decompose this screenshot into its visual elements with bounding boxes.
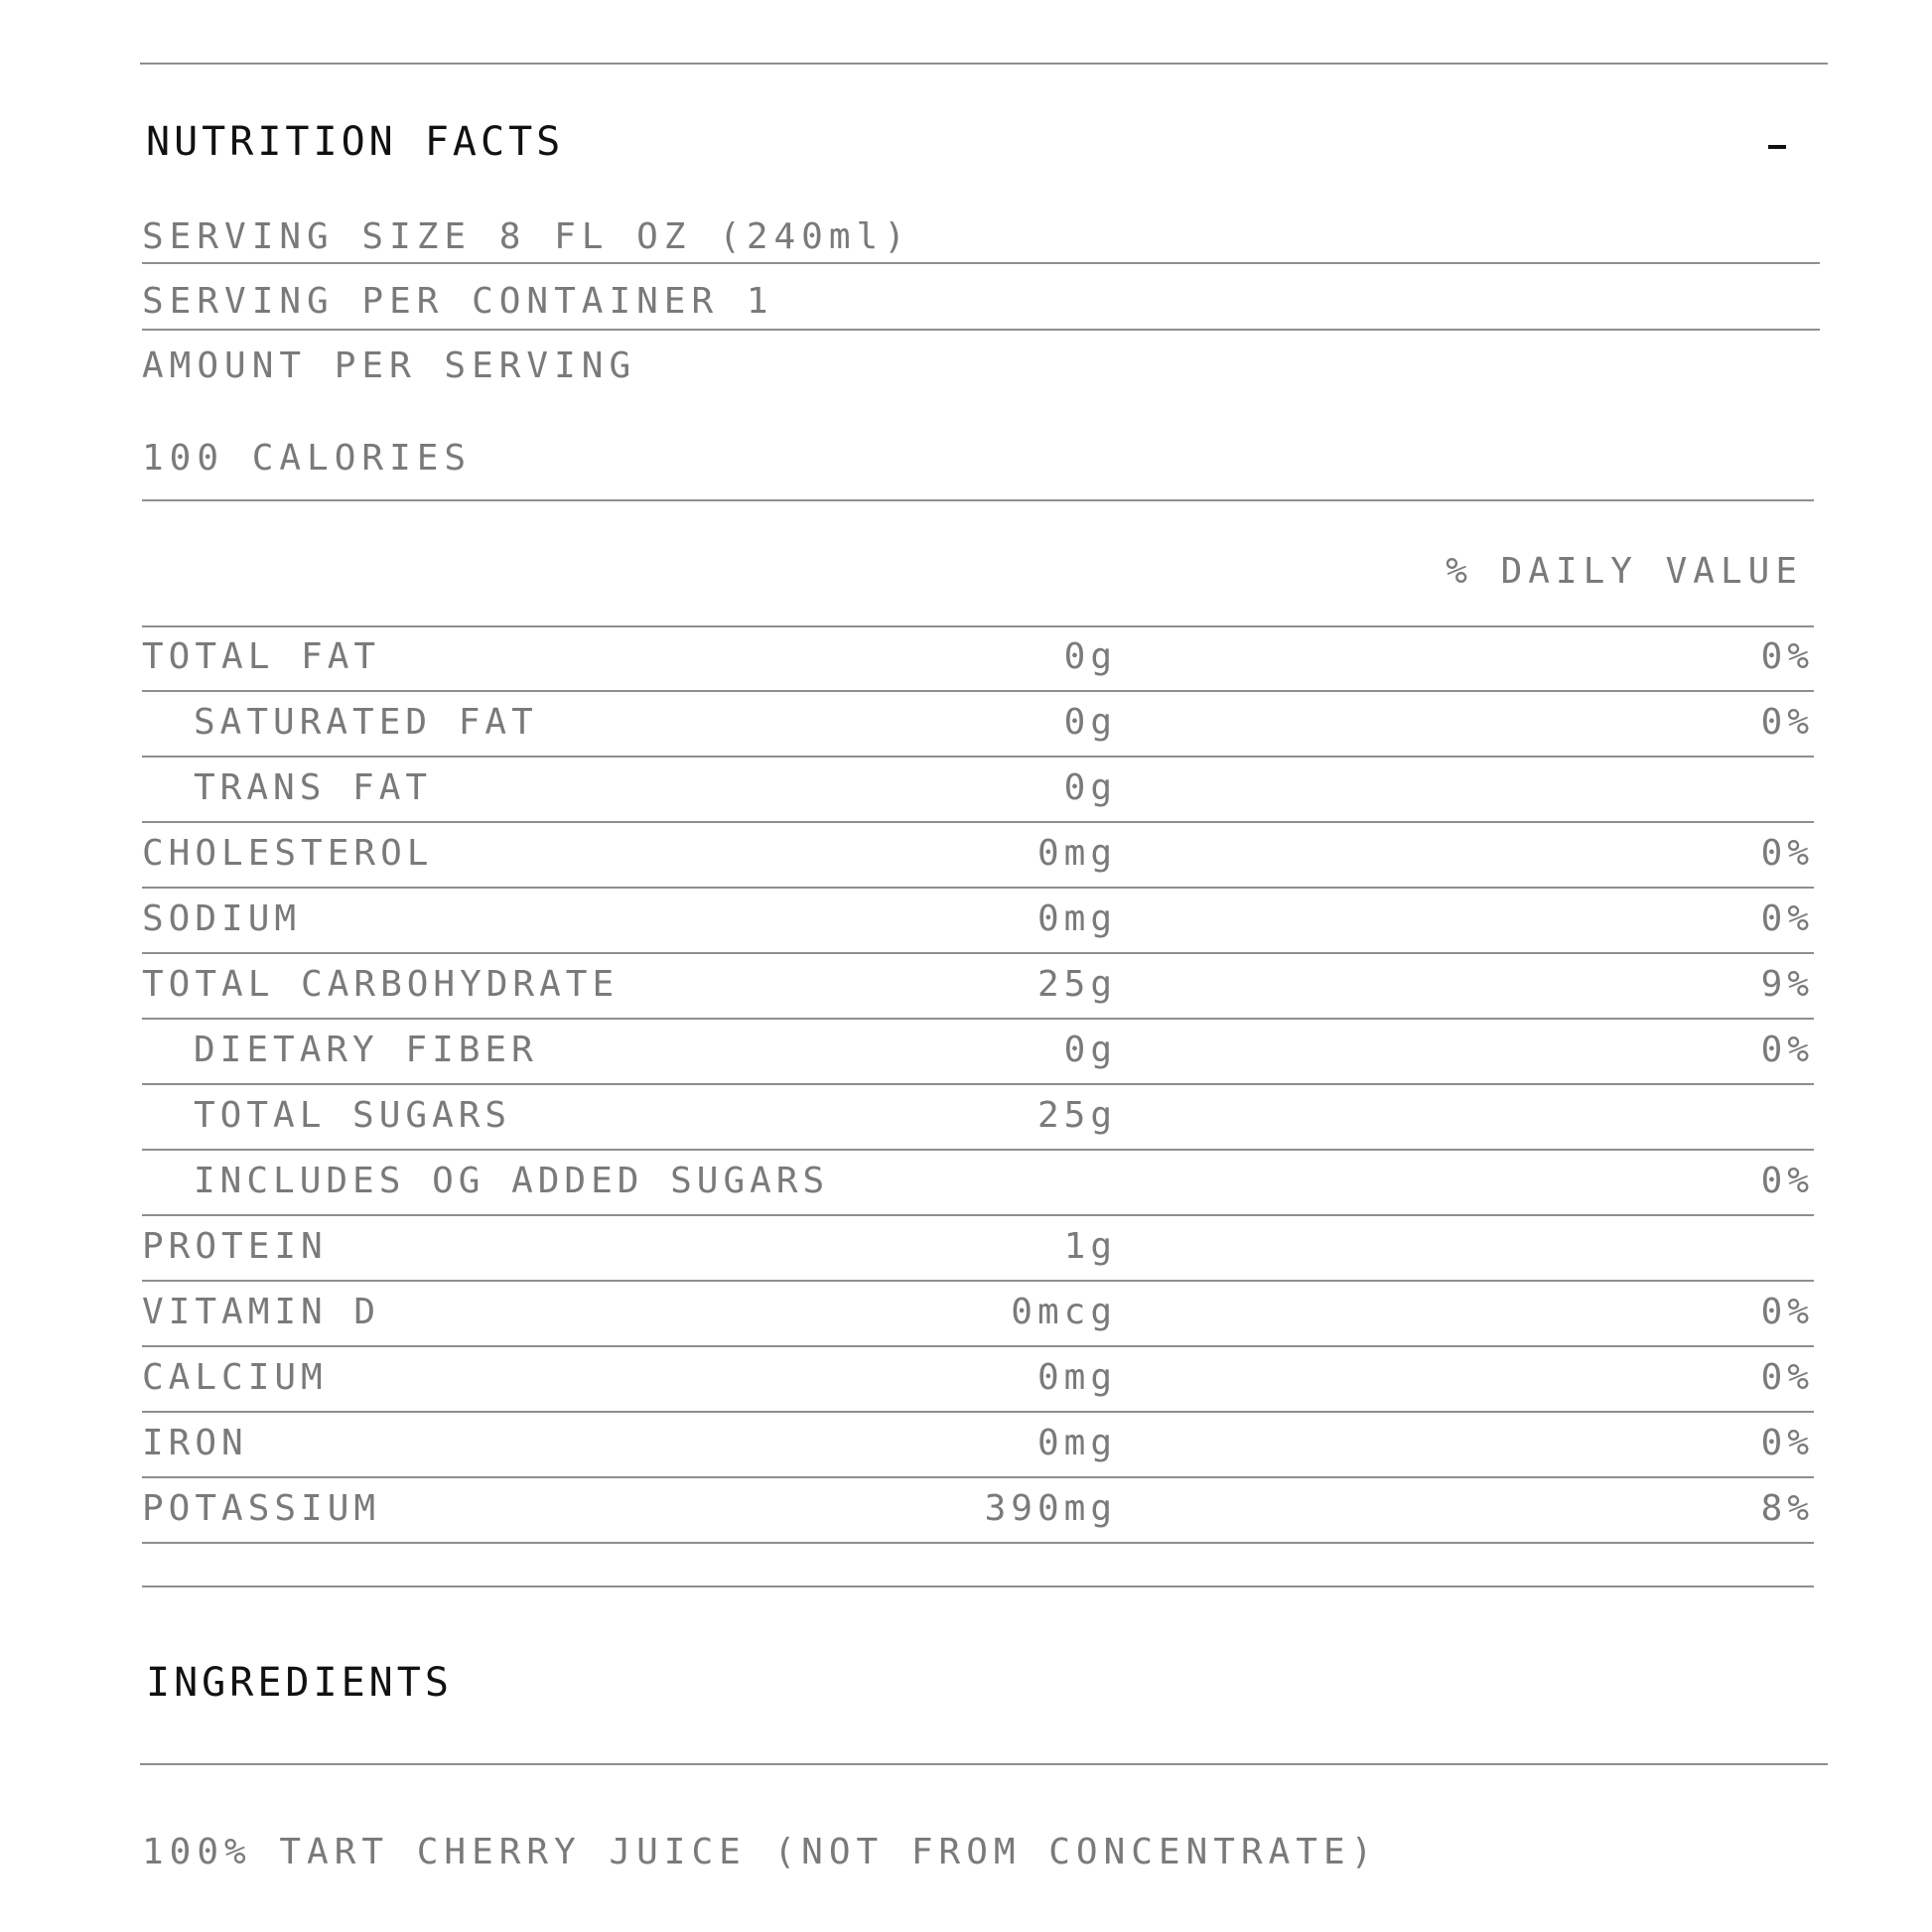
nutrient-label: CALCIUM xyxy=(142,1357,328,1398)
section-divider xyxy=(142,1586,1814,1587)
nutrient-amount: 0mg xyxy=(1036,1423,1117,1463)
nutrient-amount: 390mg xyxy=(984,1488,1117,1529)
nutrient-label: TOTAL SUGARS xyxy=(194,1095,512,1136)
nutrient-label: IRON xyxy=(142,1423,248,1463)
nutrient-label: TOTAL CARBOHYDRATE xyxy=(142,964,620,1005)
serving-size: SERVING SIZE 8 FL OZ (240ml) xyxy=(142,216,911,257)
nutrient-label: TRANS FAT xyxy=(194,767,433,808)
nutrient-daily-value: 0% xyxy=(1760,1030,1814,1070)
nutrition-facts-title: NUTRITION FACTS xyxy=(146,119,565,165)
table-row xyxy=(142,692,1814,758)
top-divider xyxy=(140,63,1828,65)
nutrient-label: TOTAL FAT xyxy=(142,636,381,677)
table-row xyxy=(142,1151,1814,1216)
table-row xyxy=(142,1085,1814,1151)
table-row xyxy=(142,823,1814,889)
nutrient-daily-value: 9% xyxy=(1760,964,1814,1005)
nutrient-amount: 0g xyxy=(1063,767,1117,808)
table-row xyxy=(142,1478,1814,1544)
nutrient-label: SATURATED FAT xyxy=(194,702,538,743)
nutrient-amount: 0g xyxy=(1063,702,1117,743)
nutrient-amount: 0mcg xyxy=(1011,1292,1117,1332)
table-row xyxy=(142,1020,1814,1085)
table-row xyxy=(142,954,1814,1020)
nutrient-amount: 0mg xyxy=(1036,1357,1117,1398)
nutrient-daily-value: 0% xyxy=(1760,833,1814,874)
calories: 100 CALORIES xyxy=(142,438,473,479)
table-row xyxy=(142,1413,1814,1478)
nutrient-label: PROTEIN xyxy=(142,1226,328,1267)
table-row xyxy=(142,1347,1814,1413)
ingredients-title: INGREDIENTS xyxy=(146,1660,453,1706)
nutrient-amount: 0mg xyxy=(1036,833,1117,874)
nutrient-amount: 0mg xyxy=(1036,898,1117,939)
nutrient-amount: 0g xyxy=(1063,1030,1117,1070)
nutrient-amount: 0g xyxy=(1063,636,1117,677)
table-row xyxy=(142,1216,1814,1282)
nutrient-label: DIETARY FIBER xyxy=(194,1030,538,1070)
nutrient-label: POTASSIUM xyxy=(142,1488,381,1529)
nutrient-label: CHOLESTEROL xyxy=(142,833,434,874)
nutrient-label: SODIUM xyxy=(142,898,302,939)
servings-per-container: SERVING PER CONTAINER 1 xyxy=(142,281,774,322)
nutrient-daily-value: 0% xyxy=(1760,702,1814,743)
nutrient-daily-value: 0% xyxy=(1760,1357,1814,1398)
nutrient-daily-value: 0% xyxy=(1760,1161,1814,1201)
servings-divider xyxy=(142,329,1820,331)
nutrient-label: INCLUDES OG ADDED SUGARS xyxy=(194,1161,830,1201)
minus-icon xyxy=(1768,145,1786,149)
nutrient-daily-value: 0% xyxy=(1760,1292,1814,1332)
collapse-toggle-button[interactable] xyxy=(1749,119,1805,175)
nutrient-label: VITAMIN D xyxy=(142,1292,381,1332)
nutrient-amount: 25g xyxy=(1036,964,1117,1005)
ingredients-text: 100% TART CHERRY JUICE (NOT FROM CONCENTRATE) xyxy=(142,1832,1379,1872)
ingredients-divider xyxy=(140,1763,1828,1765)
nutrient-amount: 25g xyxy=(1036,1095,1117,1136)
calories-divider xyxy=(142,499,1814,501)
nutrient-daily-value: 0% xyxy=(1760,1423,1814,1463)
table-row xyxy=(142,1282,1814,1347)
nutrient-daily-value: 0% xyxy=(1760,636,1814,677)
amount-per-serving: AMOUNT PER SERVING xyxy=(142,345,637,386)
nutrient-amount: 1g xyxy=(1063,1226,1117,1267)
nutrient-table xyxy=(142,626,1814,1544)
daily-value-header: % DAILY VALUE xyxy=(1446,551,1803,592)
serving-size-divider xyxy=(142,262,1820,264)
nutrient-daily-value: 8% xyxy=(1760,1488,1814,1529)
table-row xyxy=(142,626,1814,692)
table-row xyxy=(142,889,1814,954)
table-row xyxy=(142,758,1814,823)
nutrient-daily-value: 0% xyxy=(1760,898,1814,939)
